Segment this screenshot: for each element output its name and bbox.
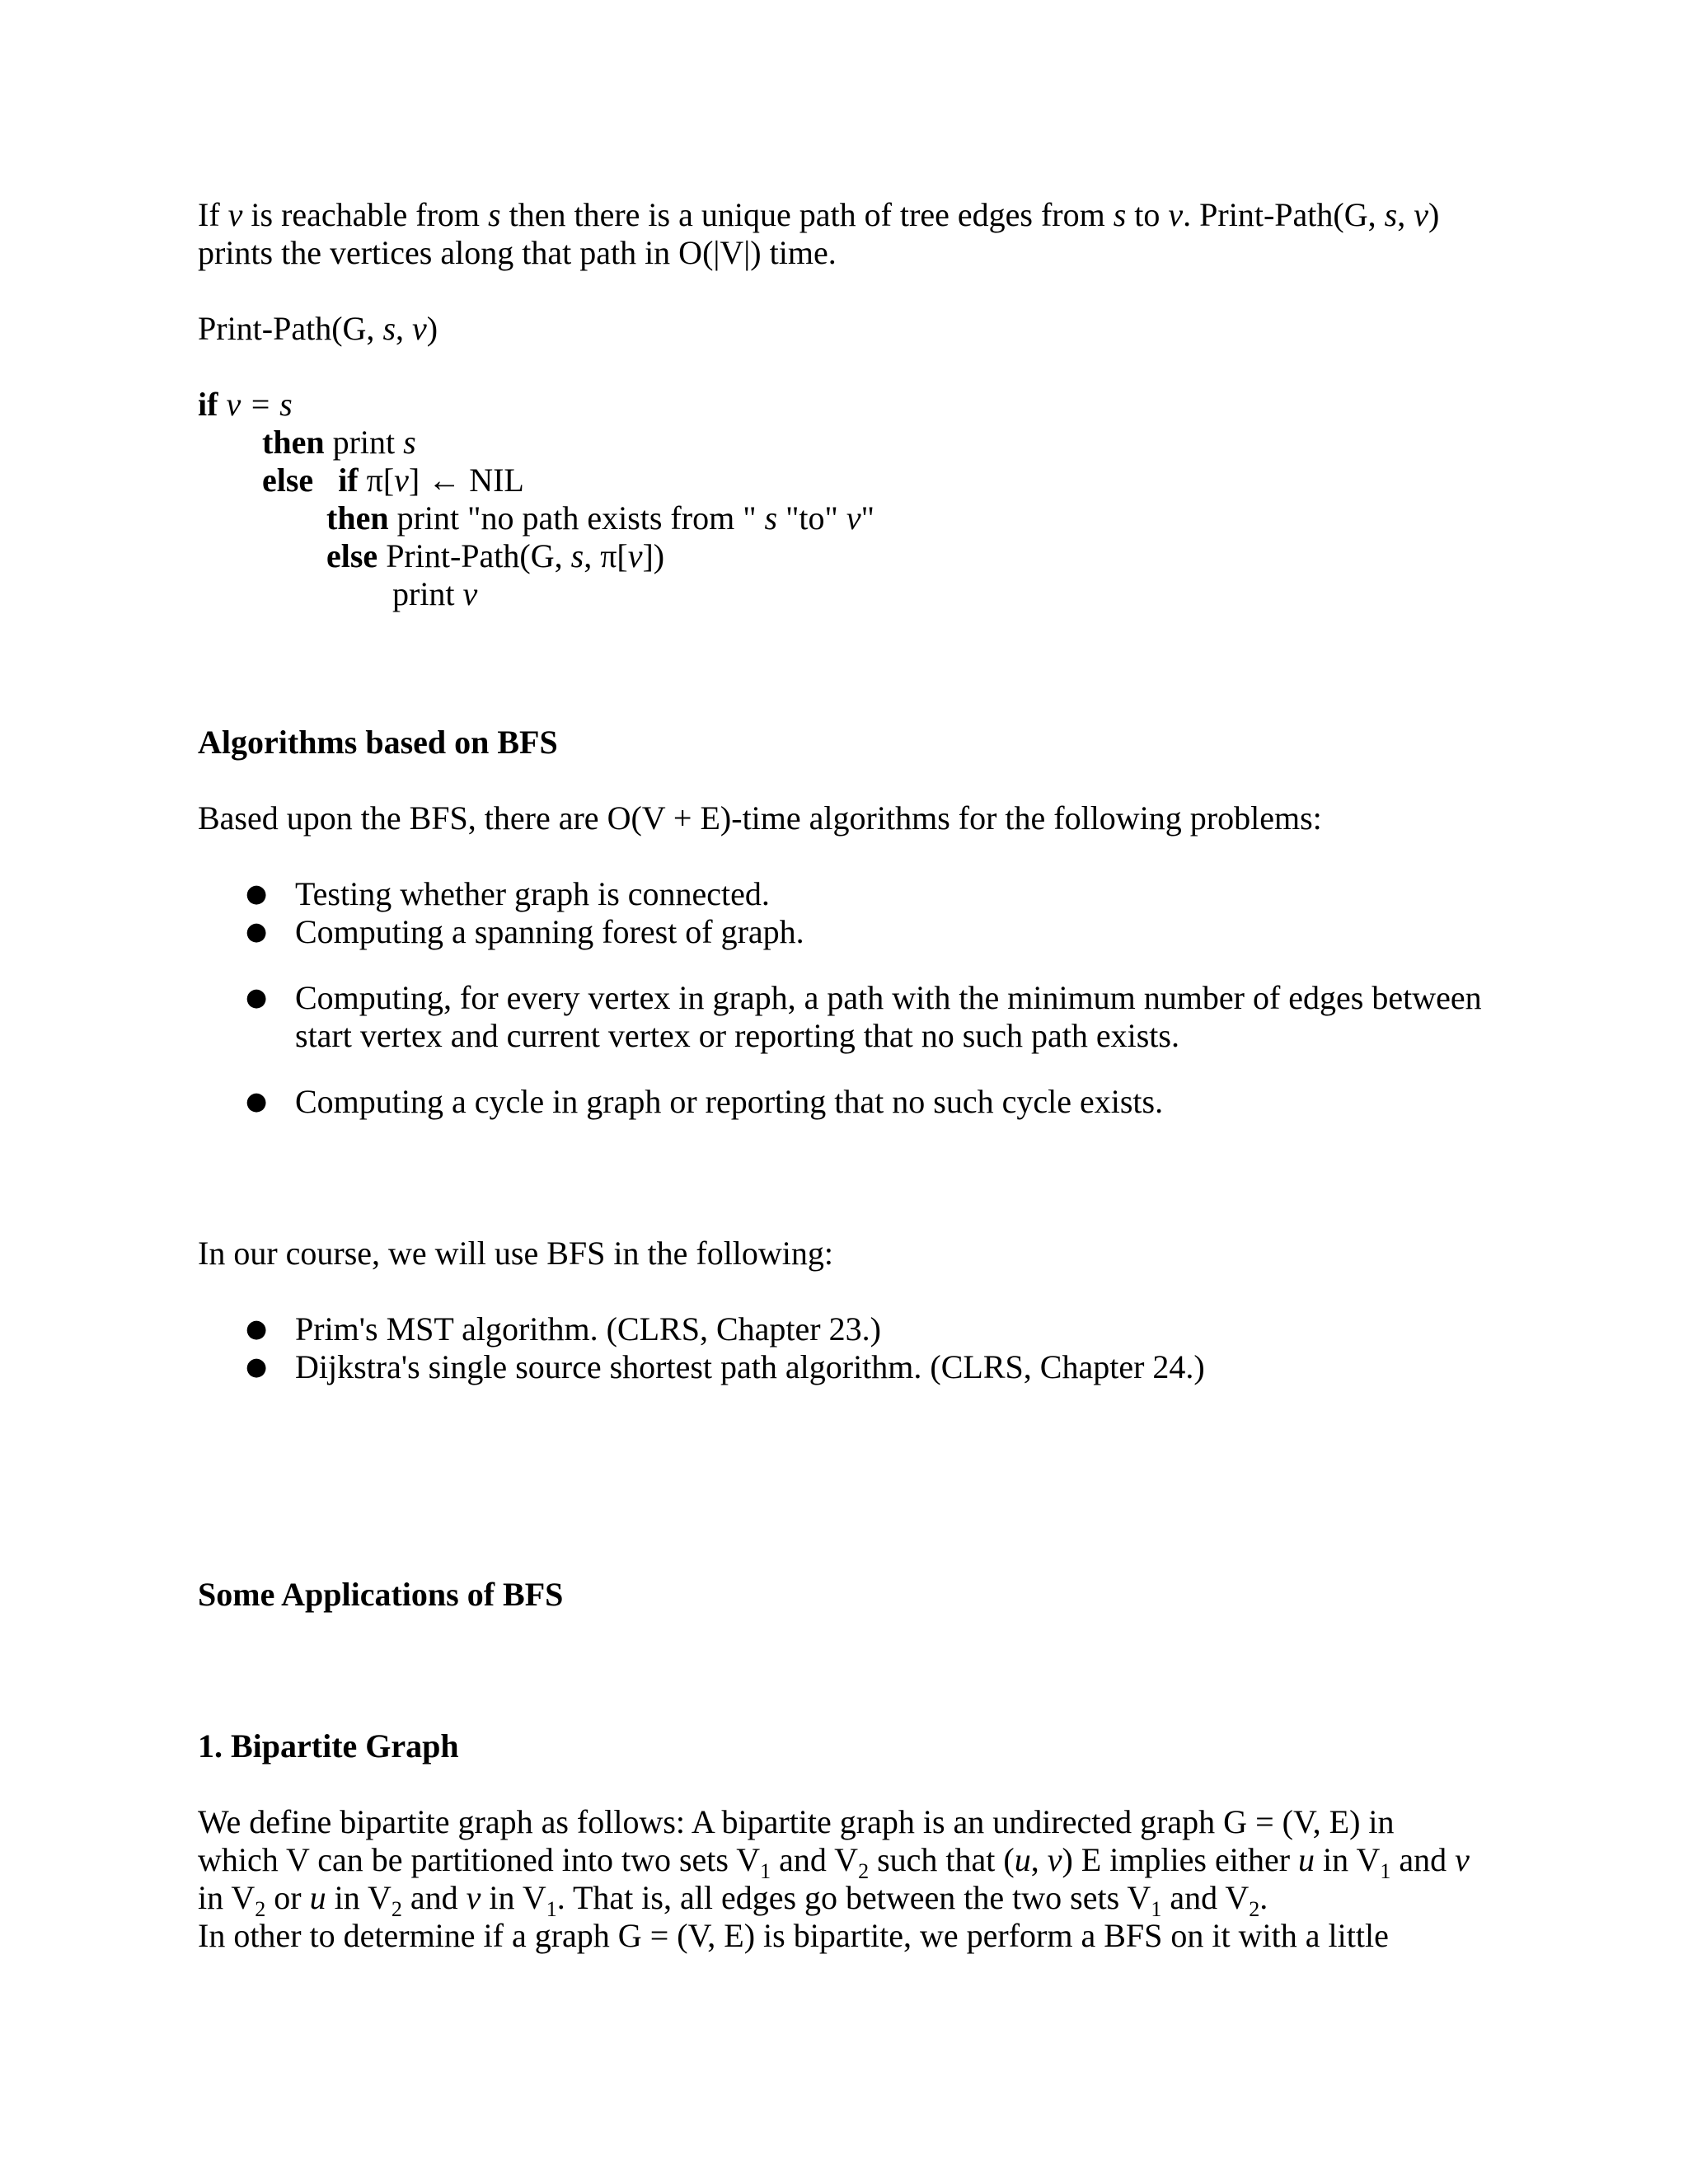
algorithms-list-c [198,1083,1163,1121]
list-item: ● Testing whether graph is connected. [246,875,770,912]
list-item-continuation: start vertex and current vertex or reporting that no such path exists. [295,1017,1179,1054]
bipartite-line-3: in $V_2$ or u in $V_2$ and v in $V_1$. That is, all edges go between the two sets $V_1$ and $V_2$. [198,1879,1268,1921]
course-list [198,1310,1205,1386]
section-heading-algorithms: Algorithms based on BFS [198,724,558,761]
algorithms-intro: Based upon the BFS, there are O(V + E)-time algorithms for the following problems: [198,799,1322,837]
bullet-icon: ● [246,1352,268,1381]
bullet-icon: ● [246,1087,268,1116]
code-line-4: then print "no path exists from " s "to" v" [326,499,874,537]
code-line-6: print v [392,575,478,612]
bipartite-line-4: In other to determine if a graph G = (V, E) is bipartite, we perform a BFS on it with a little [198,1917,1389,1954]
algorithms-list-a [198,875,804,951]
intro-line-2: prints the vertices along that path in O(|V|) time. [198,234,837,271]
code-line-5: else Print-Path(G, s, π[v]) [326,537,665,574]
code-line-2: then print s [262,424,416,461]
intro-line-1: If v is reachable from s then there is a unique path of tree edges from s to v. Print-Path(G, s, v) [198,196,1440,233]
bipartite-paragraph [198,1803,1470,1955]
list-item: ● Computing a spanning forest of graph. [246,913,804,950]
bullet-icon: ● [246,879,268,908]
list-item: ● Computing, for every vertex in graph, a path with the minimum number of edges between [246,979,1482,1016]
section-heading-applications: Some Applications of BFS [198,1576,564,1613]
code-line-3: else if π[v] ← NIL [262,462,524,499]
algorithms-list-b [198,979,1482,1055]
list-item: ● Computing a cycle in graph or reporting that no such cycle exists. [246,1083,1164,1120]
bullet-icon: ● [246,917,268,946]
section-heading-bipartite: 1. Bipartite Graph [198,1727,459,1765]
course-intro: In our course, we will use BFS in the following: [198,1235,834,1272]
bullet-icon: ● [246,983,268,1012]
procedure-name: Print-Path(G, s, v) [198,310,438,347]
code-line-1: if v = s [198,386,293,423]
bullet-icon: ● [246,1315,268,1343]
list-item: ● Prim's MST algorithm. (CLRS, Chapter 23.) [246,1310,881,1347]
bipartite-line-1: We define bipartite graph as follows: A bipartite graph is an undirected graph G = (V, E) in [198,1803,1395,1840]
list-item: ● Dijkstra's single source shortest path algorithm. (CLRS, Chapter 24.) [246,1348,1205,1385]
intro-paragraph [198,196,1439,272]
bipartite-line-2: which V can be partitioned into two sets $V_1$ and $V_2$ such that (u, v) E implies either u in $V_1$ and v [198,1841,1470,1883]
